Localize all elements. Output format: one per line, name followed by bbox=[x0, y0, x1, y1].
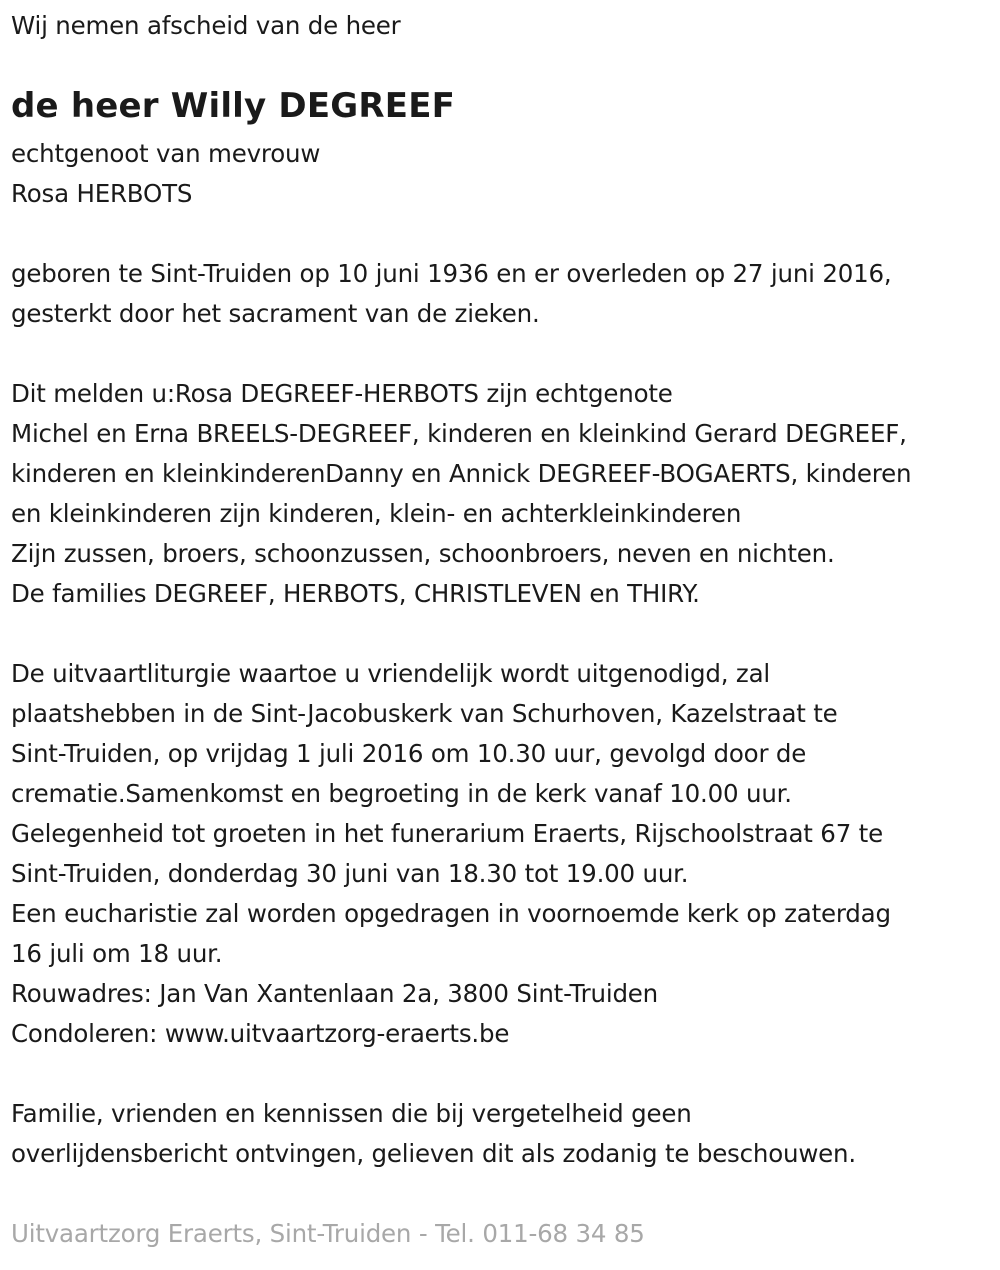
footer-funeral-home: Uitvaartzorg Eraerts, Sint-Truiden - Tel. 011-68 34 85 bbox=[11, 1219, 645, 1248]
condolence-link[interactable]: Condoleren: www.uitvaartzorg-eraerts.be bbox=[11, 1019, 510, 1048]
funeral-line: Sint-Truiden, op vrijdag 1 juli 2016 om 10.30 uur, gevolgd door de bbox=[11, 739, 807, 768]
mourning-address: Rouwadres: Jan Van Xantenlaan 2a, 3800 Sint-Truiden bbox=[11, 979, 659, 1008]
funeral-line: Sint-Truiden, donderdag 30 juni van 18.30 tot 19.00 uur. bbox=[11, 859, 689, 888]
family-line: De families DEGREEF, HERBOTS, CHRISTLEVEN en THIRY. bbox=[11, 579, 700, 608]
family-line: Dit melden u:Rosa DEGREEF-HERBOTS zijn echtgenote bbox=[11, 379, 673, 408]
deceased-name: de heer Willy DEGREEF bbox=[11, 86, 456, 126]
funeral-line: 16 juli om 18 uur. bbox=[11, 939, 223, 968]
birth-death-section bbox=[11, 254, 892, 334]
birth-line: gesterkt door het sacrament van de zieken. bbox=[11, 299, 540, 328]
funeral-line: crematie.Samenkomst en begroeting in de kerk vanaf 10.00 uur. bbox=[11, 779, 792, 808]
family-line: en kleinkinderen zijn kinderen, klein- en achterkleinkinderen bbox=[11, 499, 742, 528]
notice-line: Familie, vrienden en kennissen die bij vergetelheid geen bbox=[11, 1099, 692, 1128]
spouse-line: Rosa HERBOTS bbox=[11, 179, 193, 208]
spouse-section bbox=[11, 134, 320, 214]
notice-line: overlijdensbericht ontvingen, gelieven dit als zodanig te beschouwen. bbox=[11, 1139, 856, 1168]
family-line: kinderen en kleinkinderenDanny en Annick DEGREEF-BOGAERTS, kinderen bbox=[11, 459, 912, 488]
funeral-line: Gelegenheid tot groeten in het funerarium Eraerts, Rijschoolstraat 67 te bbox=[11, 819, 883, 848]
funeral-section bbox=[11, 654, 891, 1054]
spouse-line: echtgenoot van mevrouw bbox=[11, 139, 321, 168]
birth-line: geboren te Sint-Truiden op 10 juni 1936 en er overleden op 27 juni 2016, bbox=[11, 259, 892, 288]
funeral-line: Een eucharistie zal worden opgedragen in voornoemde kerk op zaterdag bbox=[11, 899, 891, 928]
family-section bbox=[11, 374, 911, 614]
family-line: Michel en Erna BREELS-DEGREEF, kinderen en kleinkind Gerard DEGREEF, bbox=[11, 419, 907, 448]
family-line: Zijn zussen, broers, schoonzussen, schoonbroers, neven en nichten. bbox=[11, 539, 835, 568]
notice-section bbox=[11, 1094, 856, 1174]
intro-text: Wij nemen afscheid van de heer bbox=[11, 11, 401, 40]
funeral-line: plaatshebben in de Sint-Jacobuskerk van Schurhoven, Kazelstraat te bbox=[11, 699, 838, 728]
funeral-line: De uitvaartliturgie waartoe u vriendelijk wordt uitgenodigd, zal bbox=[11, 659, 771, 688]
